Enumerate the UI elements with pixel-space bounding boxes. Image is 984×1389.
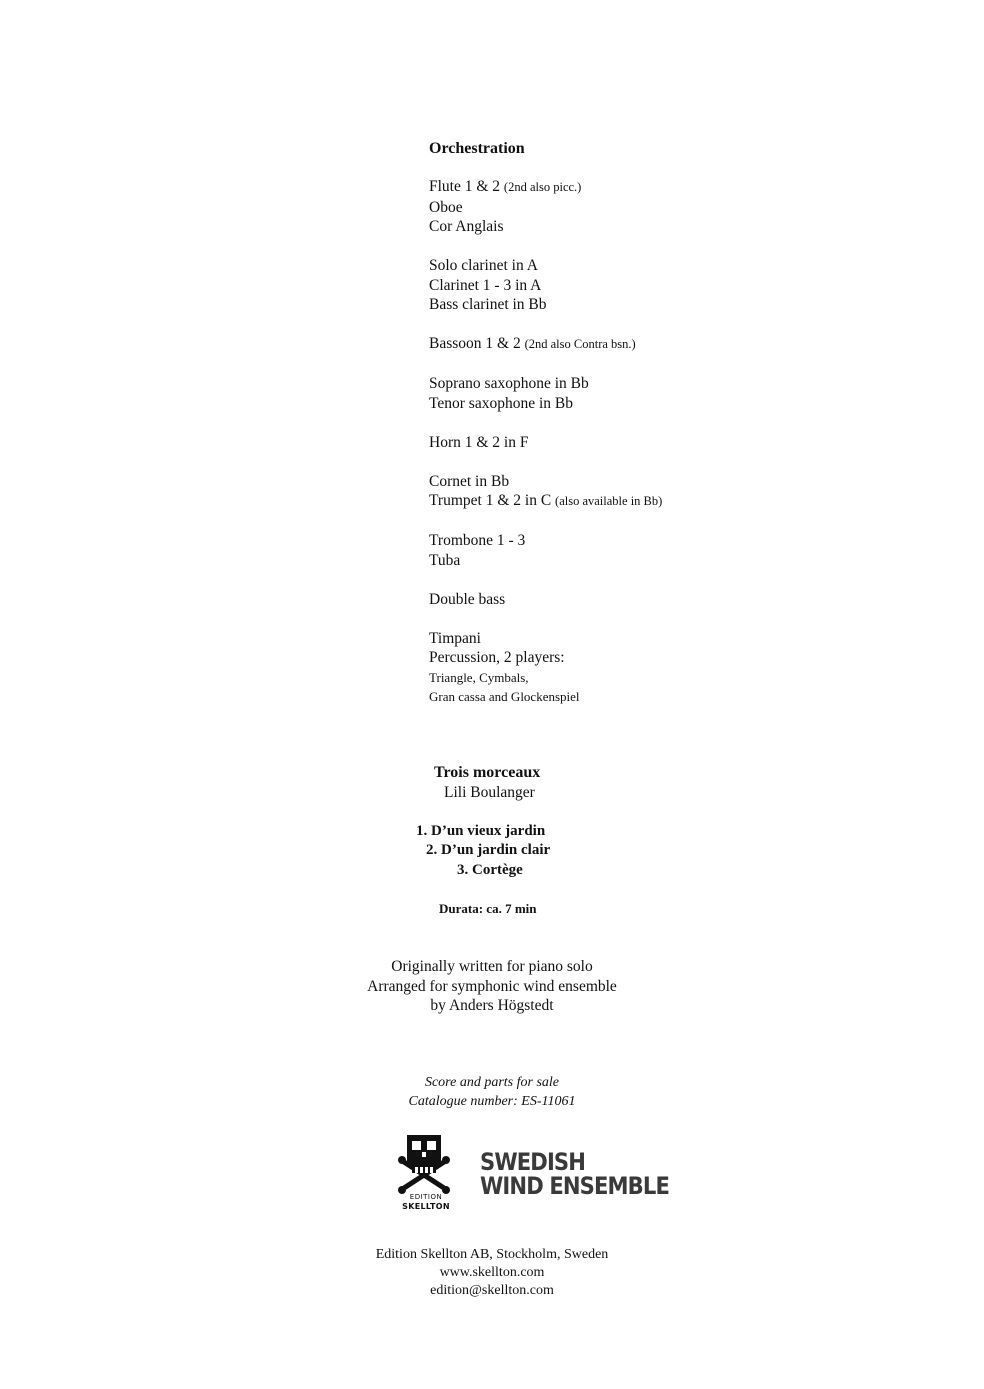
instrument-name: Trombone 1 - 3 <box>429 532 526 549</box>
instrument-line <box>429 256 829 276</box>
percussion-detail: Gran cassa and Glockenspiel <box>429 689 580 704</box>
publisher-website: www.skellton.com <box>439 1265 545 1280</box>
instrument-group <box>429 472 829 512</box>
instrument-line <box>429 551 829 571</box>
instrument-name: Double bass <box>429 590 506 608</box>
instrument-line <box>429 276 829 296</box>
skull-crossbones-icon <box>394 1132 458 1212</box>
composer-name: Lili Boulanger <box>444 784 535 801</box>
work-title: Trois morceaux <box>434 764 541 781</box>
instrument-note: (2nd also picc.) <box>503 180 582 194</box>
instrument-group <box>429 374 829 413</box>
instrument-name: Bassoon 1 & 2 <box>429 335 521 352</box>
instrument-name: Bass clarinet in Bb <box>429 296 547 313</box>
publisher-address: Edition Skellton AB, Stockholm, Sweden <box>375 1247 609 1262</box>
movement-1: 1. D’un vieux jardin <box>416 823 546 839</box>
sale-line: Score and parts for sale <box>424 1075 560 1090</box>
instrument-name: Trumpet 1 & 2 in C <box>429 492 552 509</box>
instrument-name: Solo clarinet in A <box>429 257 538 274</box>
instrument-line <box>429 334 829 355</box>
orchestration-title: Orchestration <box>429 140 525 157</box>
instrument-line <box>429 295 829 315</box>
movement-2: 2. D’un jardin clair <box>426 842 551 858</box>
instrument-line <box>429 433 829 453</box>
instrument-name: Horn 1 & 2 in F <box>429 433 529 451</box>
instrument-name: Cornet in Bb <box>429 472 510 490</box>
movement-3: 3. Cortège <box>457 862 523 878</box>
instrument-name: Clarinet 1 - 3 in A <box>429 276 542 294</box>
instrument-group <box>429 256 829 315</box>
arrangement-line: Originally written for piano solo <box>391 958 593 975</box>
instrument-group <box>429 531 829 570</box>
instrument-groups <box>429 177 829 609</box>
instrument-line <box>429 198 829 218</box>
instrument-line <box>429 472 829 492</box>
instrument-group <box>429 177 829 237</box>
instrument-line <box>429 394 829 414</box>
percussion-group <box>429 629 829 707</box>
instrument-group <box>429 433 829 453</box>
logo-skellton-label: SKELLTON <box>402 1202 450 1211</box>
instrument-name: Tuba <box>429 551 461 569</box>
instrument-note: (also available in Bb) <box>555 494 663 508</box>
instrument-line <box>429 531 829 551</box>
orchestration-section <box>429 138 829 726</box>
instrument-name: Tenor saxophone in Bb <box>429 394 573 412</box>
catalogue-number: Catalogue number: ES-11061 <box>408 1094 576 1109</box>
arrangement-line: by Anders Högstedt <box>430 997 554 1014</box>
publisher-email: edition@skellton.com <box>430 1283 554 1298</box>
arrangement-line: Arranged for symphonic wind ensemble <box>367 977 617 995</box>
arrangement-note <box>0 957 984 1016</box>
duration: Durata: ca. 7 min <box>439 901 537 916</box>
instrument-timpani: Timpani <box>429 629 481 647</box>
instrument-line <box>429 590 829 610</box>
logo-edition-label: EDITION <box>409 1193 443 1201</box>
instrument-note: (2nd also Contra bsn.) <box>524 337 636 351</box>
instrument-name: Soprano saxophone in Bb <box>429 375 589 392</box>
instrument-line <box>429 374 829 394</box>
edition-skellton-logo <box>394 1132 458 1212</box>
sale-info <box>0 1073 984 1111</box>
logo-wind-ensemble-text: WIND ENSEMBLE <box>480 1172 670 1200</box>
instrument-line <box>429 177 829 198</box>
instrument-line <box>429 217 829 237</box>
percussion-detail: Triangle, Cymbals, <box>429 669 529 685</box>
logo-swedish-text: SWEDISH <box>480 1148 586 1176</box>
instrument-group <box>429 334 829 355</box>
instrument-name: Flute 1 & 2 <box>429 178 501 195</box>
swedish-wind-ensemble-logo <box>480 1150 669 1212</box>
instrument-line <box>429 491 829 512</box>
instrument-name: Oboe <box>429 198 463 216</box>
instrument-percussion: Percussion, 2 players: <box>429 649 565 666</box>
publisher-info <box>0 1246 984 1300</box>
instrument-group <box>429 590 829 610</box>
instrument-name: Cor Anglais <box>429 218 504 235</box>
